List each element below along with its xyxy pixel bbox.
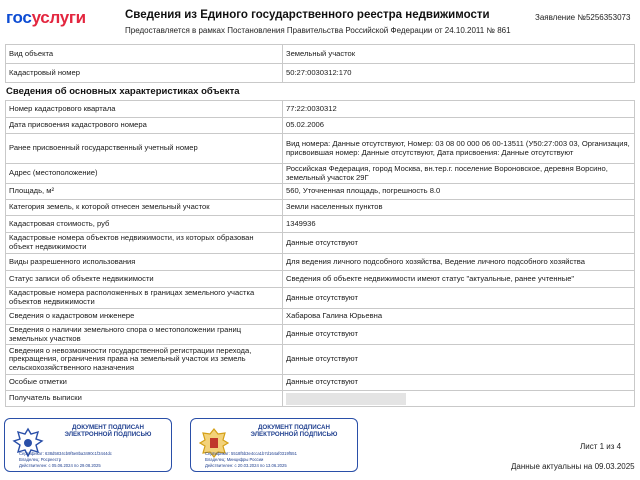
table-row <box>6 375 635 391</box>
characteristics-table <box>5 100 635 407</box>
row-value: Сведения об объекте недвижимости имеют статус "актуальные, ранее учтенные" <box>283 271 635 288</box>
row-label: Получатель выписки <box>6 391 283 407</box>
row-label: Кадастровые номера расположенных в границах земельного участка объектов недвижимости <box>6 288 283 309</box>
redacted-recipient <box>286 393 406 405</box>
row-value: Российская Федерация, город Москва, вн.тер.г. поселение Вороновское, деревня Ворсино, земельный участок 29Г <box>283 164 635 184</box>
row-label: Дата присвоения кадастрового номера <box>6 118 283 134</box>
document-subtitle: Предоставляется в рамках Постановления Правительства Российской Федерации от 24.10.2011 № 861 <box>125 26 511 35</box>
table-row <box>6 288 635 309</box>
row-value: Данные отсутствуют <box>283 375 635 391</box>
row-value: 50:27:0030312:170 <box>283 64 635 83</box>
stamp-certificate: Сертификат: 5518f5b3e4cca1b7d164af0319f551 <box>205 451 297 456</box>
row-label: Площадь, м² <box>6 184 283 200</box>
application-number: Заявление №5256353073 <box>535 13 631 22</box>
row-value: Земельный участок <box>283 45 635 64</box>
row-label: Виды разрешенного использования <box>6 254 283 271</box>
document-title: Сведения из Единого государственного реестра недвижимости <box>125 9 490 21</box>
object-summary-table <box>5 44 635 83</box>
row-label: Категория земель, к которой отнесен земельный участок <box>6 200 283 216</box>
table-row <box>6 45 635 64</box>
table-row <box>6 164 635 184</box>
table-row <box>6 254 635 271</box>
data-actual-date: Данные актуальны на 09.03.2025 <box>511 462 635 471</box>
table-row <box>6 216 635 233</box>
row-value: Данные отсутствуют <box>283 288 635 309</box>
table-row <box>6 200 635 216</box>
watermark <box>360 388 371 427</box>
stamp-validity: Действителен: с 05.06.2024 по 29.08.2025 <box>19 463 101 468</box>
row-value: Данные отсутствуют <box>283 345 635 375</box>
table-row <box>6 134 635 164</box>
row-label: Адрес (местоположение) <box>6 164 283 184</box>
row-label: Вид объекта <box>6 45 283 64</box>
logo-part-uslugi: услуги <box>31 8 86 27</box>
stamp-validity: Действителен: с 20.03.2024 по 13.06.2025 <box>205 463 287 468</box>
row-label: Номер кадастрового квартала <box>6 101 283 118</box>
row-value: 77:22:0030312 <box>283 101 635 118</box>
stamp-certificate: Сертификат: 638d5834cb9f5e8ba3490c1f3444dc <box>19 451 112 456</box>
table-row <box>6 271 635 288</box>
row-label: Кадастровая стоимость, руб <box>6 216 283 233</box>
section-title: Сведения об основных характеристиках объекта <box>6 86 240 97</box>
stamp-owner: Владелец: Росреестр <box>19 457 62 462</box>
row-label: Кадастровые номера объектов недвижимости, из которых образован объект недвижимости <box>6 233 283 254</box>
table-row <box>6 309 635 325</box>
table-row <box>6 325 635 345</box>
gosuslugi-logo[interactable] <box>6 8 86 28</box>
row-value: Вид номера: Данные отсутствуют, Номер: 03 08 00 000 06 00-13511 (У50:27:003 03, Организация, присвоившая номер: Данные отсутствуют, Дата присвоения: Данные отсутствуют <box>283 134 635 164</box>
row-label: Особые отметки <box>6 375 283 391</box>
table-row <box>6 233 635 254</box>
row-value: 1349936 <box>283 216 635 233</box>
table-row <box>6 101 635 118</box>
row-label: Сведения о наличии земельного спора о местоположении границ земельных участков <box>6 325 283 345</box>
row-value: Хабарова Галина Юрьевна <box>283 309 635 325</box>
row-value: 05.02.2006 <box>283 118 635 134</box>
stamp-title: ДОКУМЕНТ ПОДПИСАН ЭЛЕКТРОННОЙ ПОДПИСЬЮ <box>250 424 338 438</box>
row-label: Сведения о невозможности государственной регистрации перехода, прекращения, ограничения права на земельный участок из земель сельскохозяйственного назначения <box>6 345 283 375</box>
row-label: Сведения о кадастровом инженере <box>6 309 283 325</box>
table-row <box>6 391 635 407</box>
stamp-owner: Владелец: Минцифры России <box>205 457 264 462</box>
row-value: Земли населенных пунктов <box>283 200 635 216</box>
table-row <box>6 345 635 375</box>
row-value: Для ведения личного подсобного хозяйства, Ведение личного подсобного хозяйства <box>283 254 635 271</box>
row-value: Данные отсутствуют <box>283 233 635 254</box>
document-header <box>0 0 640 40</box>
signature-stamp-mintsifry <box>190 418 358 472</box>
table-row <box>6 118 635 134</box>
table-row <box>6 64 635 83</box>
row-value <box>283 391 635 407</box>
signature-stamp-rosreestr <box>4 418 172 472</box>
logo-part-gos: гос <box>6 8 32 27</box>
row-value: Данные отсутствуют <box>283 325 635 345</box>
row-value: 560, Уточненная площадь, погрешность 8.0 <box>283 184 635 200</box>
page-number: Лист 1 из 4 <box>580 442 622 451</box>
row-label: Кадастровый номер <box>6 64 283 83</box>
table-row <box>6 184 635 200</box>
row-label: Ранее присвоенный государственный учетный номер <box>6 134 283 164</box>
stamp-title: ДОКУМЕНТ ПОДПИСАН ЭЛЕКТРОННОЙ ПОДПИСЬЮ <box>64 424 152 438</box>
row-label: Статус записи об объекте недвижимости <box>6 271 283 288</box>
